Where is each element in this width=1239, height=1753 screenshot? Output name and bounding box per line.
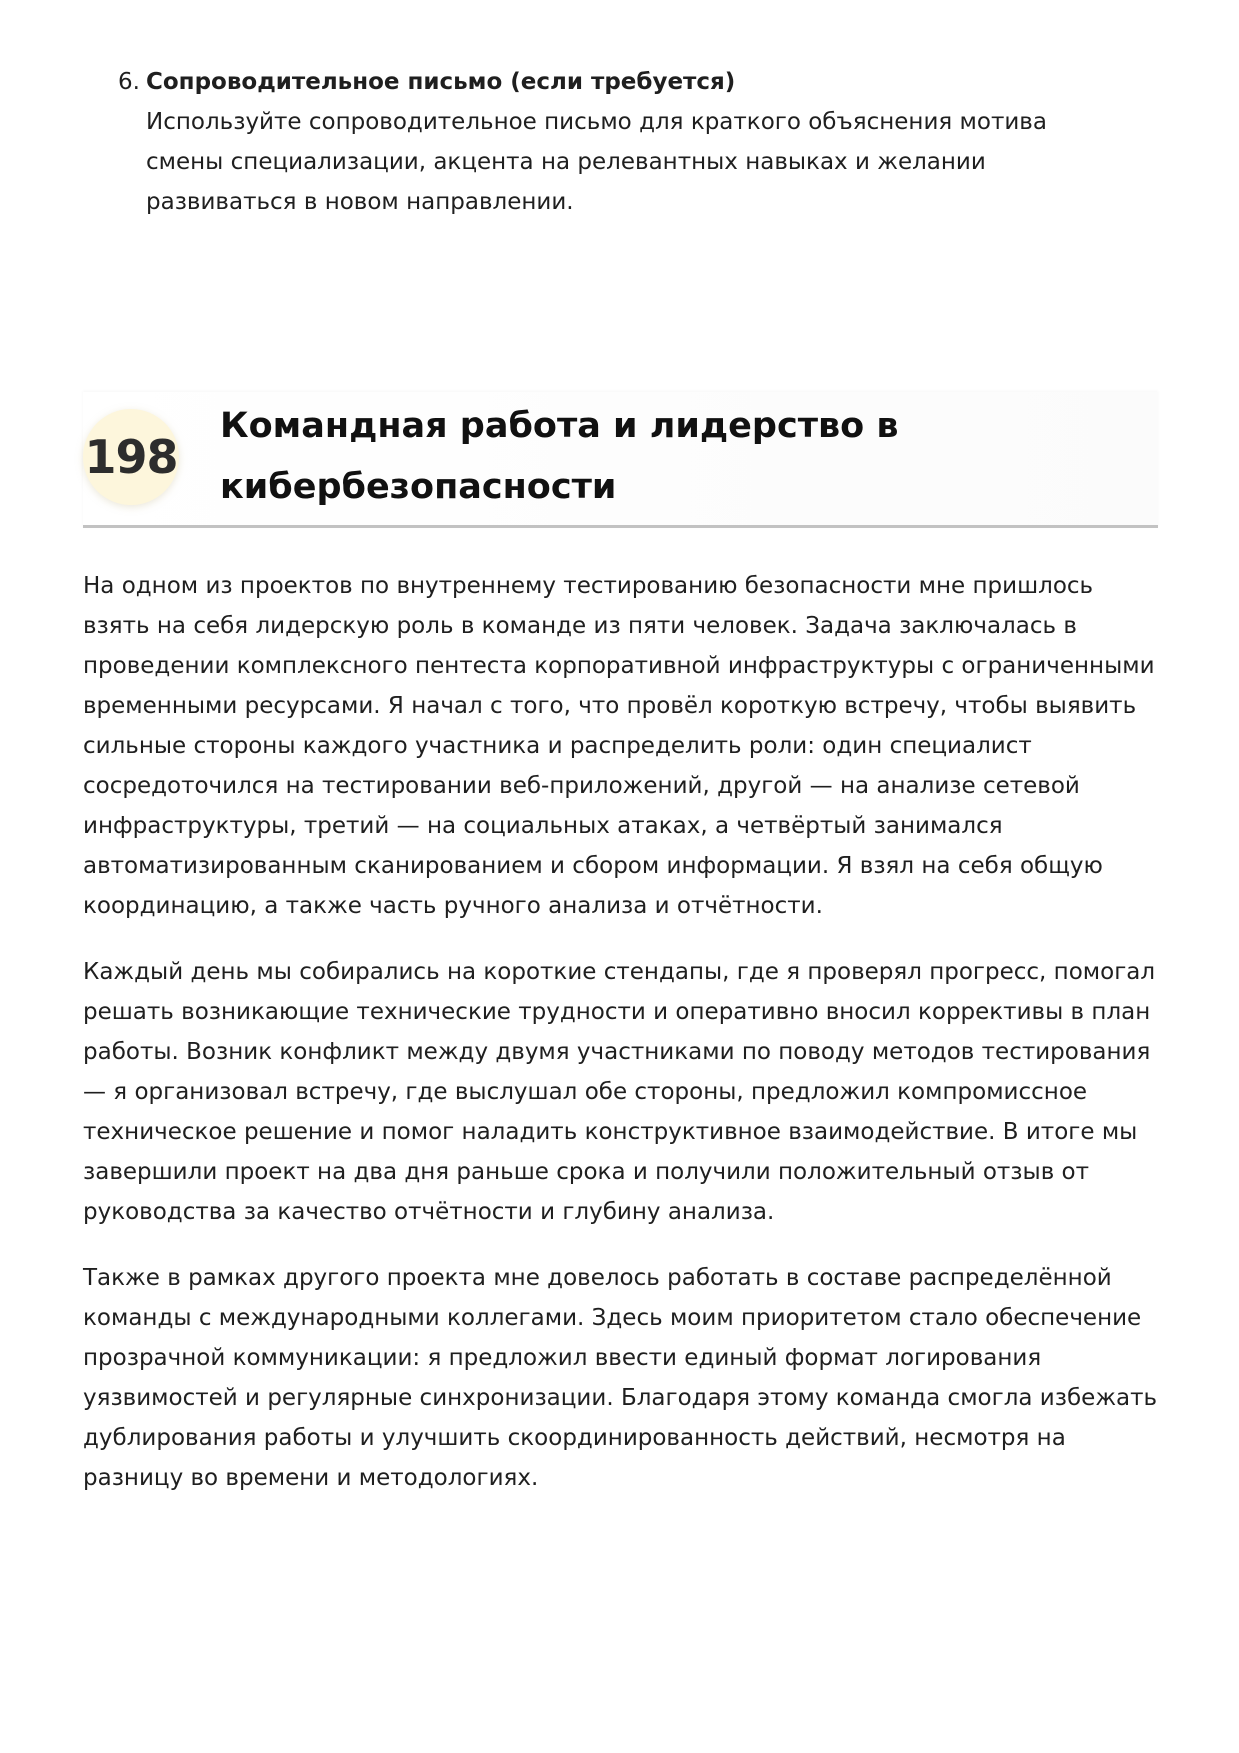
list-item-description: Используйте сопроводительное письмо для краткого объяснения мотива смены специализации, акцента на релевантных навыках и желании развиваться в новом направлении. (146, 109, 1047, 215)
section-number: 198 (84, 430, 178, 484)
section-header (83, 392, 1158, 528)
section-number-badge (83, 409, 179, 505)
paragraph-2: Каждый день мы собирались на короткие стендапы, где я проверял прогресс, помогал решать возникающие технические трудности и оперативно вносил коррективы в план работы. Возник конфликт между двумя участниками по поводу методов тестирования — я организовал встречу, где выслушал обе стороны, предложил компромиссное техническое решение и помог наладить конструктивное взаимодействие. В итоге мы завершили проект на два дня раньше срока и получили положительный отзыв от руководства за качество отчётности и глубину анализа. (83, 959, 1156, 1225)
list-item-content (146, 62, 1118, 222)
list-item-6 (118, 62, 1118, 222)
list-item-title: Сопроводительное письмо (если требуется) (146, 69, 736, 95)
list-item-number: 6. (118, 69, 140, 95)
paragraph-3: Также в рамках другого проекта мне довелось работать в составе распределённой команды с международными коллегами. Здесь моим приоритетом стало обеспечение прозрачной коммуникации: я предложил ввести единый формат логирования уязвимостей и регулярные синхронизации. Благодаря этому команда смогла избежать дублирования работы и улучшить скоординированность действий, несмотря на разницу во времени и методологиях. (83, 1265, 1158, 1491)
paragraph-1: На одном из проектов по внутреннему тестированию безопасности мне пришлось взять на себя лидерскую роль в команде из пяти человек. Задача заключалась в проведении комплексного пентеста корпоративной инфраструктуры с ограниченными временными ресурсами. Я начал с того, что провёл короткую встречу, чтобы выявить сильные стороны каждого участника и распределить роли: один специалист сосредоточился на тестировании веб-приложений, другой — на анализе сетевой инфраструктуры, третий — на социальных атаках, а четвёртый занимался автоматизированным сканированием и сбором информации. Я взял на себя общую координацию, а также часть ручного анализа и отчётности. (83, 573, 1155, 919)
section-title: Командная работа и лидерство в кибербезопасности (220, 406, 899, 507)
section-body (83, 566, 1163, 1524)
